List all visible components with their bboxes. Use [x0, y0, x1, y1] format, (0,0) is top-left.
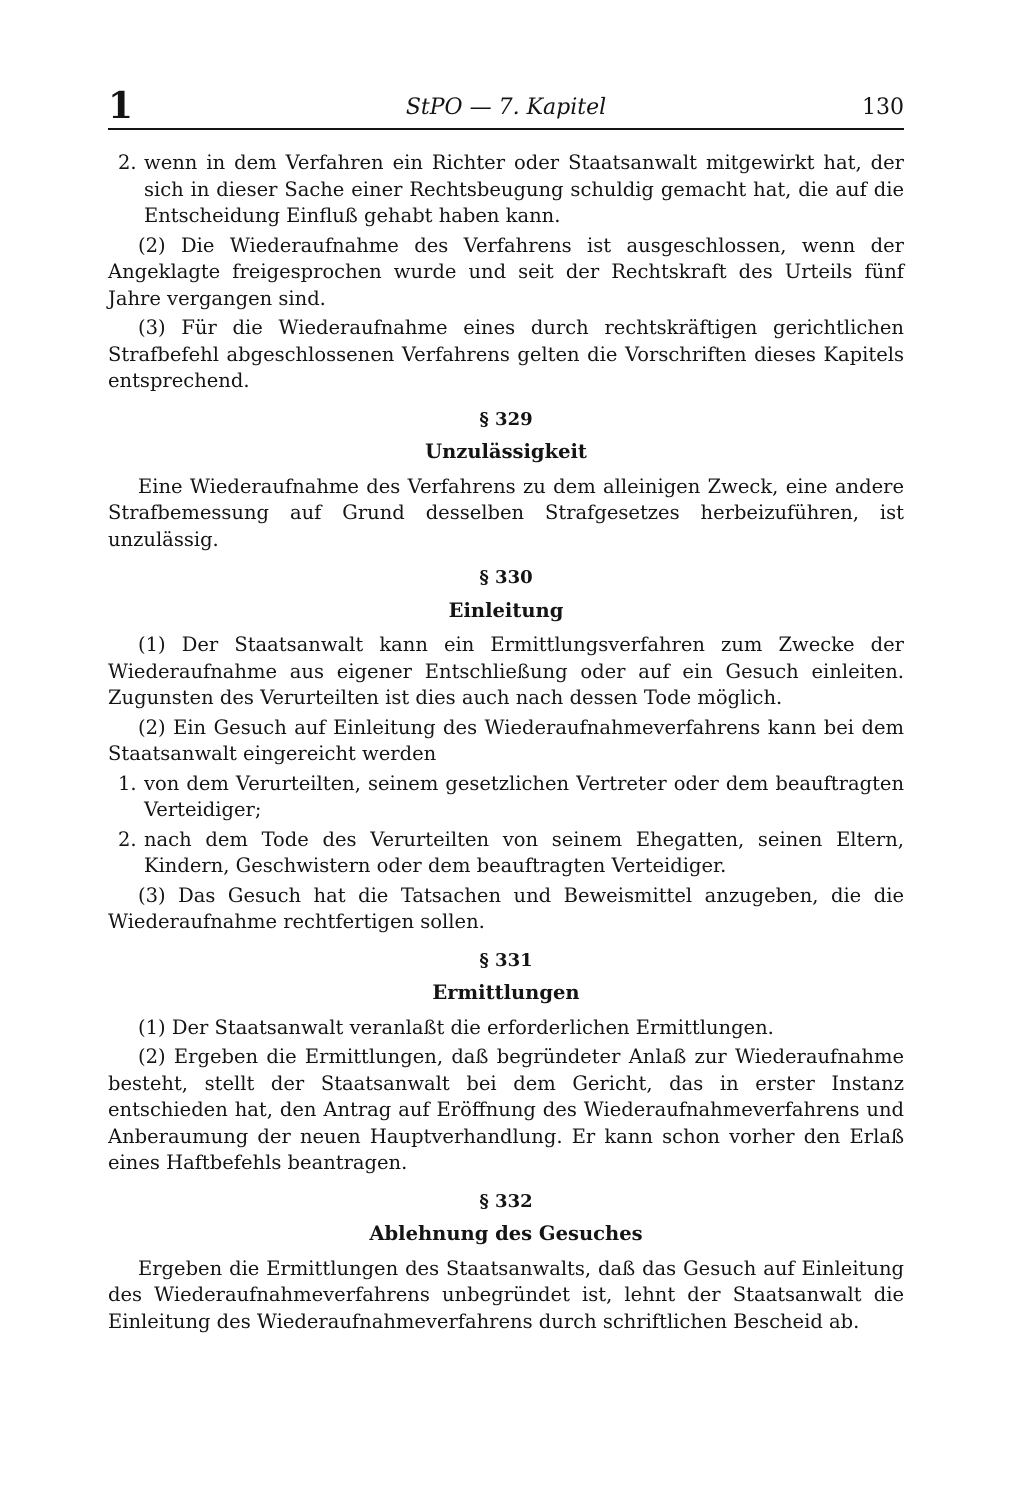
list-item-number: 1. [118, 771, 137, 795]
list-item-number: 2. [118, 151, 137, 174]
paragraph: (2) Ein Gesuch auf Einleitung des Wiederaufnahmeverfahrens kann bei dem Staatsanwalt eingereicht werden [108, 715, 904, 765]
section-number: § 330 [479, 567, 533, 588]
paragraph: (1) Der Staatsanwalt kann ein Ermittlungsverfahren zum Zwecke der Wiederaufnahme aus eigener Entschließung oder auf ein Gesuch einleiten. Zugunsten des Verurteilten ist dies auch nach dessen Tode möglich. [108, 633, 904, 709]
list-item-number: 2. [118, 827, 137, 851]
section-title: Ablehnung des Gesuches [369, 1222, 643, 1245]
paragraph: (1) Der Staatsanwalt veranlaßt die erforderlichen Ermittlungen. [138, 1015, 774, 1039]
paragraph: (2) Ergeben die Ermittlungen, daß begründeter Anlaß zur Wiederaufnahme besteht, stellt der Staatsanwalt bei dem Gericht, das in erster Instanz entschieden hat, den Antrag auf Eröffnung des Wiederaufnahmeverfahrens und Anberaumung der neuen Hauptverhandlung. Er kann schon vorher den Erlaß eines Haftbefehls beantragen. [108, 1045, 904, 1174]
paragraph: (3) Für die Wiederaufnahme eines durch rechtskräftigen gerichtlichen Strafbefehl abgeschlossenen Verfahrens gelten die Vorschriften dieses Kapitels entsprechend. [108, 316, 904, 392]
section-number: § 332 [479, 1190, 533, 1212]
section-number: § 331 [479, 949, 533, 971]
list-item [108, 150, 904, 230]
header-rule [108, 128, 904, 130]
list-item-text: wenn in dem Verfahren ein Richter oder Staatsanwalt mitgewirkt hat, der sich in dieser Sache einer Rechtsbeugung schuldig gemacht hat, die auf die Entscheidung Einfluß gehabt haben kann. [144, 151, 904, 227]
list-item-text: von dem Verurteilten, seinem gesetzlichen Vertreter oder dem beauftragten Verteidiger; [144, 771, 904, 821]
paragraph: Eine Wiederaufnahme des Verfahrens zu dem alleinigen Zweck, eine andere Strafbemessung auf Grund desselben Strafgesetzes herbeizuführen, ist unzulässig. [108, 474, 904, 551]
section-title: Einleitung [448, 598, 564, 622]
paragraph: Ergeben die Ermittlungen des Staatsanwalts, daß das Gesuch auf Einleitung des Wiederaufnahmeverfahrens unbegründet ist, lehnt der Staatsanwalt die Einleitung des Wiederaufnahmeverfahrens durch schriftlichen Bescheid ab. [108, 1256, 904, 1333]
section-title: Unzulässigkeit [425, 440, 587, 463]
page-body [108, 150, 904, 1338]
paragraph: (2) Die Wiederaufnahme des Verfahrens ist ausgeschlossen, wenn der Angeklagte freigesprochen wurde und seit der Rechtskraft des Urteils fünf Jahre vergangen sind. [108, 233, 904, 310]
list-item [108, 771, 904, 824]
paragraph: (3) Das Gesuch hat die Tatsachen und Beweismittel anzugeben, die die Wiederaufnahme rechtfertigen sollen. [108, 883, 904, 933]
page-header [108, 85, 904, 128]
page-number: 130 [862, 95, 904, 120]
section-number: § 329 [479, 408, 533, 430]
list-item [108, 827, 904, 880]
list-item-text: nach dem Tode des Verurteilten von seinem Ehegatten, seinen Eltern, Kindern, Geschwistern oder dem beauftragten Verteidiger. [144, 827, 904, 877]
chapter-number: 1 [108, 85, 134, 127]
running-title: StPO — 7. Kapitel [405, 95, 607, 120]
section-title: Ermittlungen [432, 981, 580, 1004]
